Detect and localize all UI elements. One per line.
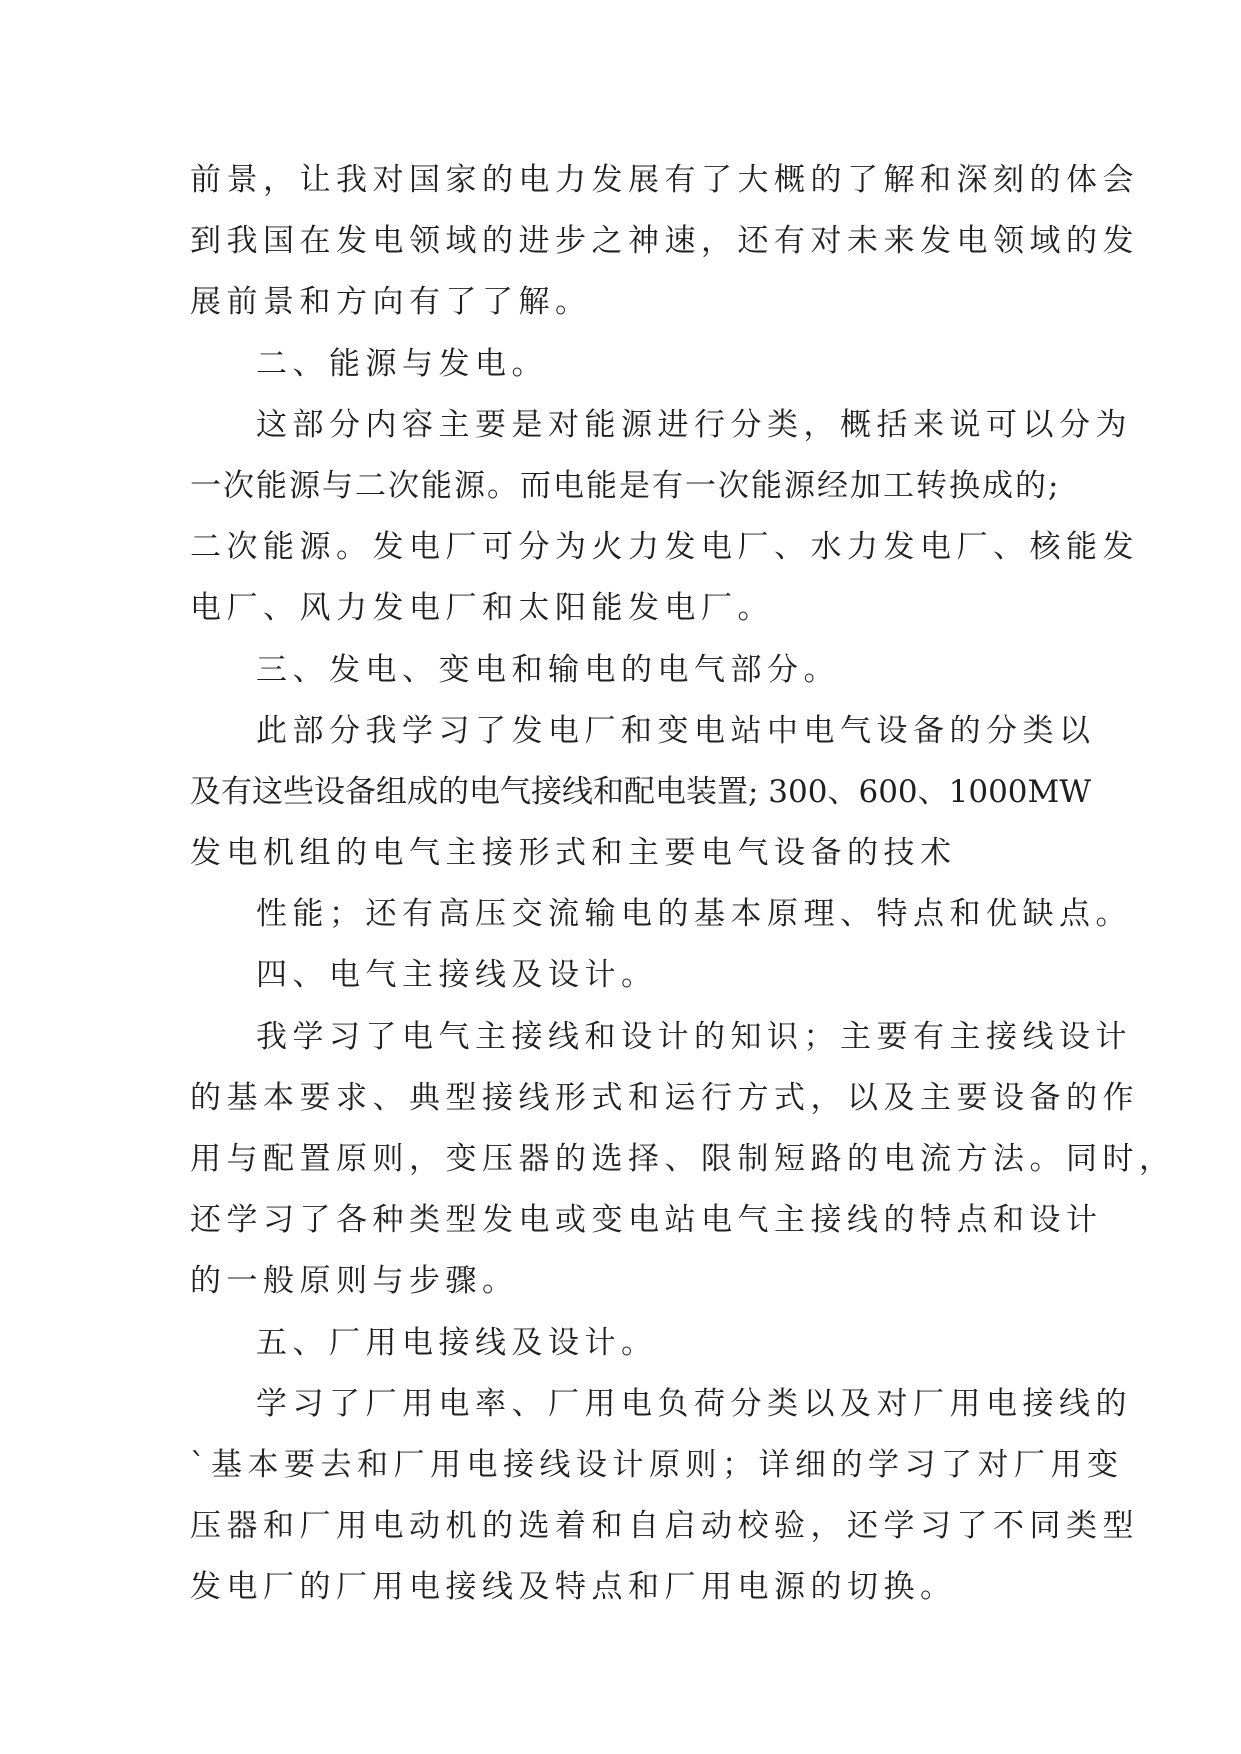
- text-line-13: 性能；还有高压交流输电的基本原理、特点和优缺点。: [256, 896, 1132, 933]
- document-body: [190, 150, 1176, 1619]
- text-line-7: 二次能源。发电厂可分为火力发电厂、水力发电厂、核能发: [190, 529, 1139, 566]
- section-heading-2: 二、能源与发电。: [256, 345, 548, 382]
- text-line-10: 此部分我学习了发电厂和变电站中电气设备的分类以: [256, 712, 1096, 749]
- text-line-18: 还学习了各种类型发电或变电站电气主接线的特点和设计: [190, 1202, 1103, 1239]
- text-line-1: 前景，让我对国家的电力发展有了大概的了解和深刻的体会: [190, 162, 1139, 198]
- text-line-24: 发电厂的厂用电接线及特点和厂用电源的切换。: [190, 1569, 957, 1606]
- text-line-2: 到我国在发电领域的进步之神速，还有对未来发电领域的发: [190, 223, 1139, 260]
- section-heading-3: 三、发电、变电和输电的电气部分。: [256, 651, 840, 688]
- text-line-16: 的基本要求、典型接线形式和运行方式，以及主要设备的作: [190, 1079, 1139, 1116]
- text-line-15: 我学习了电气主接线和设计的知识；主要有主接线设计: [256, 1018, 1132, 1055]
- text-line-21: 学习了厂用电率、厂用电负荷分类以及对厂用电接线的: [256, 1385, 1132, 1422]
- text-line-5: 这部分内容主要是对能源进行分类，概括来说可以分为: [256, 406, 1132, 443]
- text-line-23: 压器和厂用电动机的选着和自启动校验，还学习了不同类型: [190, 1508, 1139, 1545]
- text-line-3: 展前景和方向有了了解。: [190, 284, 592, 321]
- text-line-17: 用与配置原则，变压器的选择、限制短路的电流方法。同时，: [190, 1141, 1176, 1177]
- text-line-12: 发电机组的电气主接形式和主要电气设备的技术: [190, 835, 957, 872]
- text-line-19: 的一般原则与步骤。: [190, 1263, 519, 1300]
- text-line-6: 一次能源与二次能源。而电能是有一次能源经加工转换成的;: [190, 467, 1060, 504]
- section-heading-5: 五、厂用电接线及设计。: [256, 1324, 658, 1361]
- text-line-22: `基本要去和厂用电接线设计原则；详细的学习了对厂用变: [190, 1446, 1124, 1483]
- section-heading-4: 四、电气主接线及设计。: [256, 957, 658, 994]
- text-line-11: 及有这些设备组成的电气接线和配电装置; 300、600、1000MW: [190, 773, 1092, 810]
- text-line-8: 电厂、风力发电厂和太阳能发电厂。: [190, 590, 774, 627]
